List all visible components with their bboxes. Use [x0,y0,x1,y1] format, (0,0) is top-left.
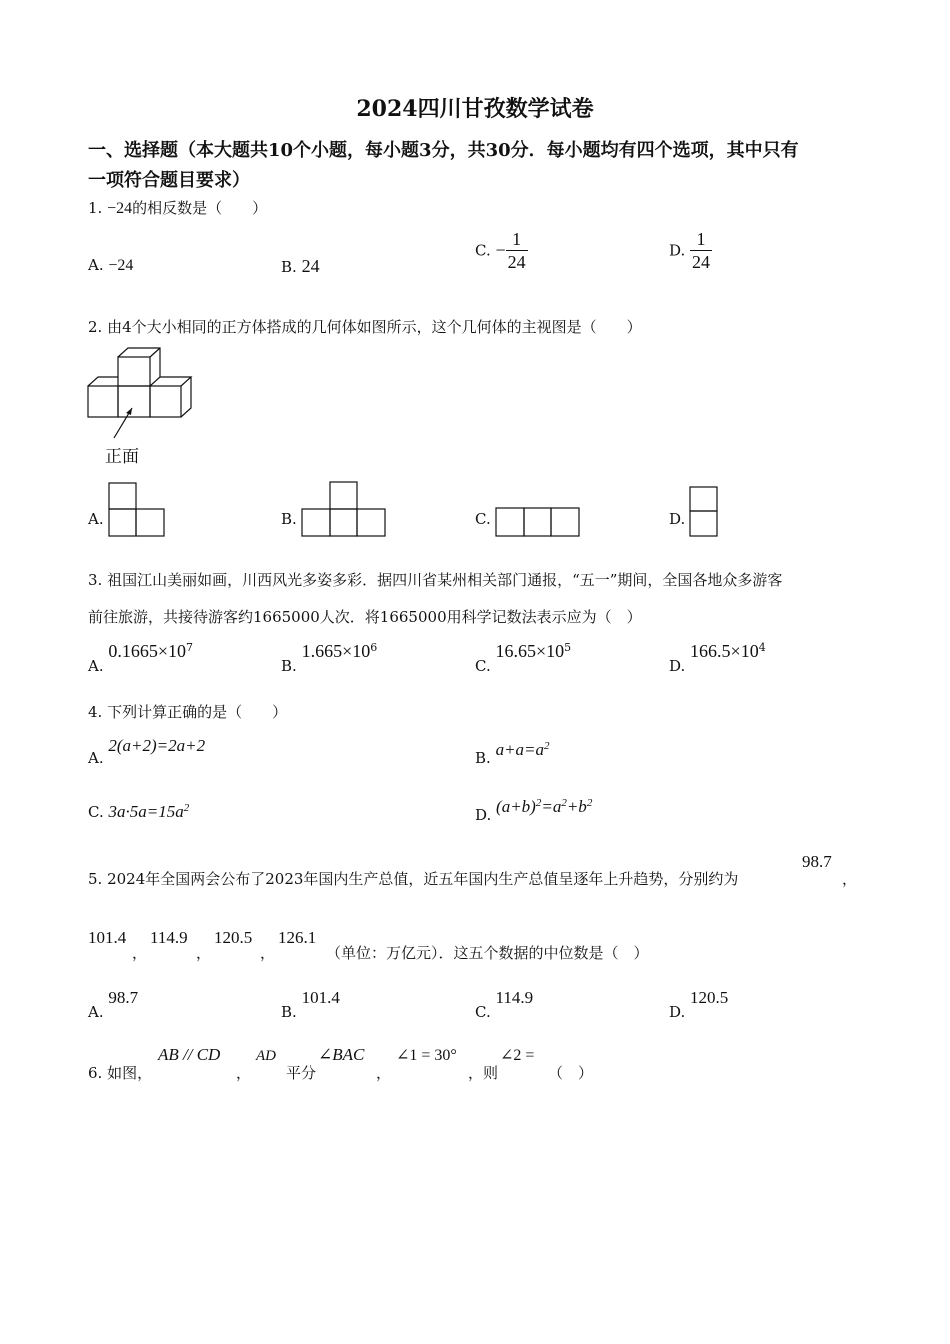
question-4-stem: 4. 下列计算正确的是（ ） [88,703,288,721]
q5-unit-text: （单位：万亿元）．这五个数据的中位数是（ ） [326,944,649,962]
q1-prefix: 1. [88,199,103,217]
q5-value-1: 98.7 [802,852,832,871]
q4-option-c[interactable]: C. $3a\cdot 5a=15a^2$ [88,802,190,821]
q6-expr-parallel: AB // CD [158,1045,221,1064]
q5-value-2: 101.4 [88,928,127,947]
q3-option-d[interactable]: D. $166.5\times 10^4$ [669,641,766,675]
q6-sep-1: ， [236,1064,252,1082]
q6-expr-angle-bac: ∠BAC [318,1045,365,1064]
q2-option-d[interactable]: D. [669,510,686,528]
q1-option-c[interactable]: C. − $\frac{1}{24}$ [475,229,526,272]
q3-option-c[interactable]: C. $16.65\times 10^5$ [475,641,572,675]
q6-expr-angle-1: ∠1 = 30° [396,1047,457,1064]
q6-word-bisect: 平分 [286,1064,317,1082]
question-5-line1: 5. 2024年全国两会公布了2023年国内生产总值，近五年国内生产总值呈逐年上升趋势，分别约为 [88,870,739,888]
q2-option-b[interactable]: B. [281,510,297,528]
q5-comma-1: ， [842,870,858,888]
q3-option-a[interactable]: A. $0.1665\times 10^7$ [88,641,194,675]
q5-option-d[interactable]: D. 120.5 [669,988,729,1021]
q4-option-a[interactable]: A. 2(a+2)=2a+2 [88,736,206,767]
q5-option-b[interactable]: B. 101.4 [281,988,340,1021]
q5-value-3: 114.9 [150,928,188,947]
q5-comma-4: ， [260,944,276,962]
cube-solid-figure [86,346,196,426]
q6-tail: （ ） [548,1064,594,1082]
front-arrow-icon [110,404,140,440]
q5-option-c[interactable]: C. 114.9 [475,988,534,1021]
q2-option-a-figure [108,482,166,538]
section-heading-line1: 一、选择题（本大题共10个小题，每小题3分，共30分．每小题均有四个选项，其中只有 [88,140,799,161]
q5-value-5: 126.1 [278,928,317,947]
fraction: $\frac{1}{24}$ [507,229,526,272]
q2-option-c-figure [495,507,581,538]
question-2-stem: 2. 由4个大小相同的正方体搭成的几何体如图所示，这个几何体的主视图是（ ） [88,318,642,336]
section-heading-line2: 一项符合题目要求） [88,170,250,191]
q4-option-b[interactable]: B. $a+a=a^2$ [475,740,550,767]
q6-sep-3: ，则 [468,1064,499,1082]
q5-value-4: 120.5 [214,928,253,947]
q2-option-b-figure [301,481,387,538]
q2-option-c[interactable]: C. [475,510,491,528]
q5-comma-3: ， [196,944,212,962]
q3-option-b[interactable]: B. $1.665\times 10^6$ [281,641,378,675]
question-6-prefix: 6. 如图， [88,1064,153,1082]
q6-expr-ad: AD [256,1048,276,1064]
question-3-line2: 前往旅游，共接待游客约1665000人次．将1665000用科学记数法表示应为（ ） [88,608,642,626]
q5-comma-2: ， [132,944,148,962]
fraction: $\frac{1}{24}$ [692,229,711,272]
question-1-stem [88,197,267,218]
page-title: 2024四川甘孜数学试卷 [356,96,594,122]
q1-expr: −24 [107,200,133,217]
q1-option-a[interactable]: A. −24 [88,256,134,274]
question-3-line1: 3. 祖国江山美丽如画，川西风光多姿多彩．据四川省某州相关部门通报，“五一”期间，全国各地众多游客 [88,571,783,589]
q1-stem: 的相反数是（ ） [132,199,268,217]
q6-sep-2: ， [376,1064,392,1082]
q5-option-a[interactable]: A. 98.7 [88,988,139,1021]
q4-option-d[interactable]: D. $(a+b)^2=a^2+b^2$ [475,797,593,824]
q6-expr-angle-2: ∠2 = [500,1047,535,1064]
q2-option-a[interactable]: A. [88,510,104,528]
q1-option-d[interactable]: D. $\frac{1}{24}$ [669,229,711,272]
front-label: 正面 [105,447,139,467]
q2-option-d-figure [689,486,721,538]
q1-option-b[interactable]: B. 24 [281,256,320,276]
